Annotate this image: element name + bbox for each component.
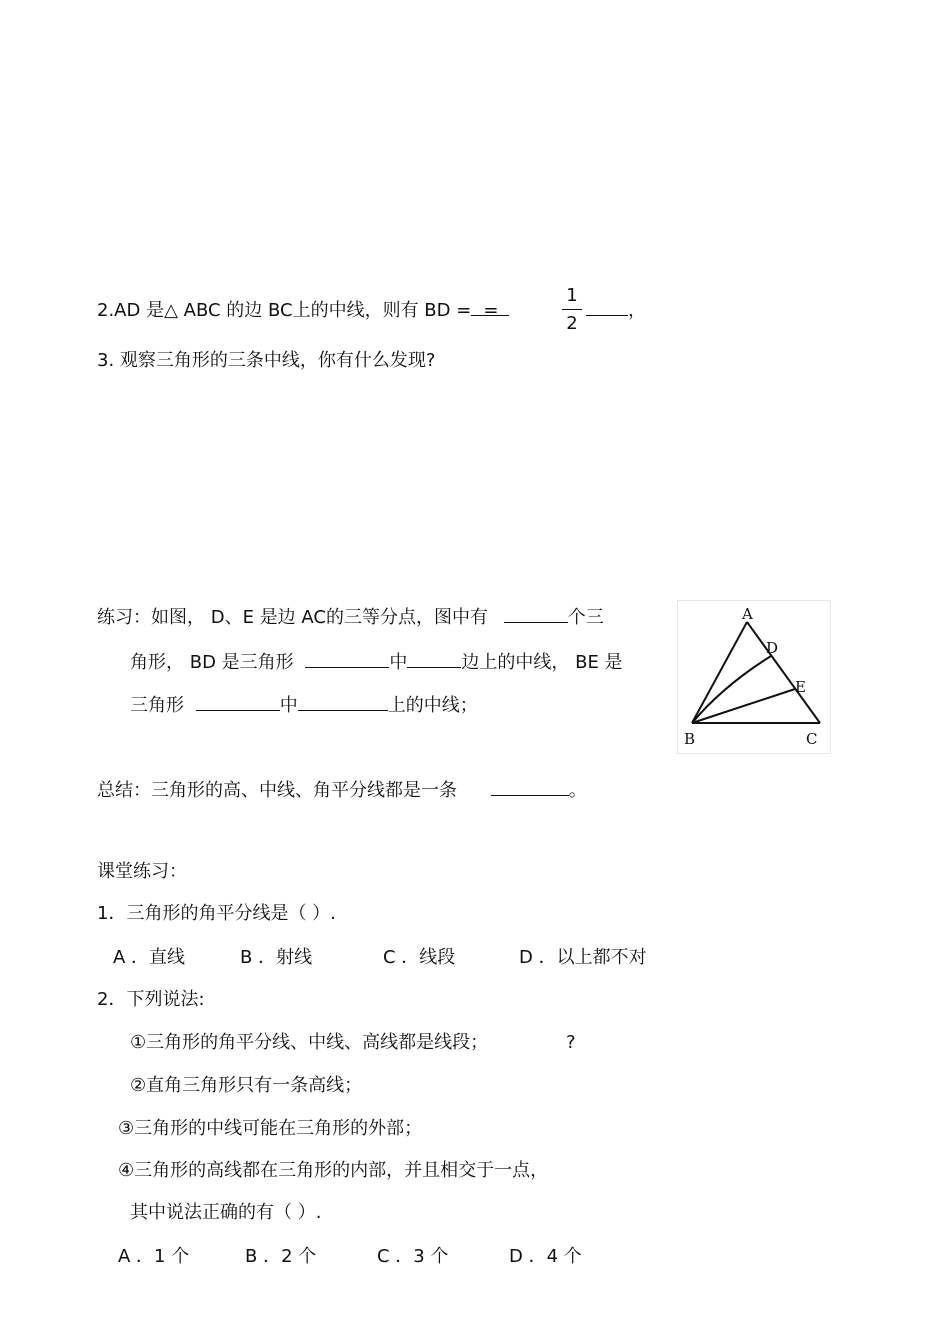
- statement-text: ①三角形的角平分线、中线、高线都是线段；: [130, 1032, 489, 1053]
- cp-q1-option-c[interactable]: C ．线段: [383, 947, 456, 968]
- summary-end: 。: [568, 780, 587, 801]
- cp-statement-2: ②直角三角形只有一条高线；: [130, 1075, 363, 1096]
- q2-text: 2.AD 是△ ABC 的边 BC上的中线，则有 BD =: [97, 300, 472, 321]
- cp-q2-option-b[interactable]: B ．2 个: [245, 1246, 317, 1267]
- fraction-denominator: 2: [566, 313, 578, 334]
- label-A: A: [742, 605, 753, 623]
- practice-line-2: [130, 649, 623, 674]
- fraction-one-half: [562, 285, 582, 334]
- cp-statement-1-mark: ?: [566, 1032, 576, 1053]
- practice-text: 角形， BD 是三角形: [130, 652, 294, 673]
- label-D: D: [766, 639, 779, 657]
- answer-blank[interactable]: [196, 692, 280, 711]
- answer-blank[interactable]: [504, 604, 568, 623]
- practice-text: 中: [279, 695, 298, 716]
- cp-question-2: 2．下列说法:: [97, 989, 205, 1010]
- cp-q2-option-a[interactable]: A ．1 个: [118, 1246, 190, 1267]
- practice-text: 中: [389, 652, 408, 673]
- answer-blank[interactable]: [407, 649, 461, 668]
- triangle-figure: [677, 600, 831, 754]
- summary: [97, 777, 587, 802]
- fraction-numerator: 1: [566, 285, 578, 306]
- cp-statement-3: ③三角形的中线可能在三角形的外部；: [118, 1118, 423, 1139]
- cp-q2-option-c[interactable]: C ．3 个: [377, 1246, 449, 1267]
- cp-ask: 其中说法正确的有（ ）.: [130, 1202, 322, 1223]
- cp-q2-option-d[interactable]: D ．4 个: [509, 1246, 582, 1267]
- triangle-lines: [692, 622, 820, 723]
- segment-BD: [692, 656, 771, 723]
- practice-text: 个三: [567, 607, 604, 628]
- q2-equals: =: [483, 300, 499, 321]
- class-practice-title: 课堂练习：: [97, 861, 187, 882]
- label-B: B: [684, 730, 696, 748]
- q2-comma: ，: [628, 300, 646, 321]
- cp-question-1: 1．三角形的角平分线是（ ）.: [97, 903, 336, 924]
- cp-q1-option-a[interactable]: A ．直线: [113, 947, 186, 968]
- summary-text: 总结：三角形的高、中线、角平分线都是一条: [97, 780, 457, 801]
- segment-AC: [747, 622, 820, 723]
- answer-blank[interactable]: [586, 297, 628, 316]
- question-3: 3. 观察三角形的三条中线，你有什么发现?: [97, 350, 436, 371]
- question-2-tail: [586, 297, 646, 322]
- practice-text: 练习：如图， D、E 是边 AC的三等分点，图中有: [97, 607, 488, 628]
- practice-text: 上的中线；: [387, 695, 478, 716]
- cp-q1-option-d[interactable]: D ．以上都不对: [519, 947, 647, 968]
- answer-blank[interactable]: [298, 692, 388, 711]
- practice-line-1: [97, 604, 604, 629]
- cp-statement-4: ④三角形的高线都在三角形的内部，并且相交于一点，: [118, 1160, 549, 1181]
- practice-line-3: [130, 692, 478, 717]
- cp-q1-option-b[interactable]: B ．射线: [240, 947, 313, 968]
- label-C: C: [806, 730, 818, 748]
- answer-blank[interactable]: [305, 649, 389, 668]
- cp-statement-1: [130, 1032, 488, 1054]
- answer-blank[interactable]: [491, 777, 569, 796]
- practice-text: 三角形: [130, 695, 184, 716]
- practice-text: 边上的中线， BE 是: [461, 652, 623, 673]
- fraction-bar: [562, 309, 582, 310]
- label-E: E: [795, 678, 806, 696]
- question-2: [97, 297, 524, 322]
